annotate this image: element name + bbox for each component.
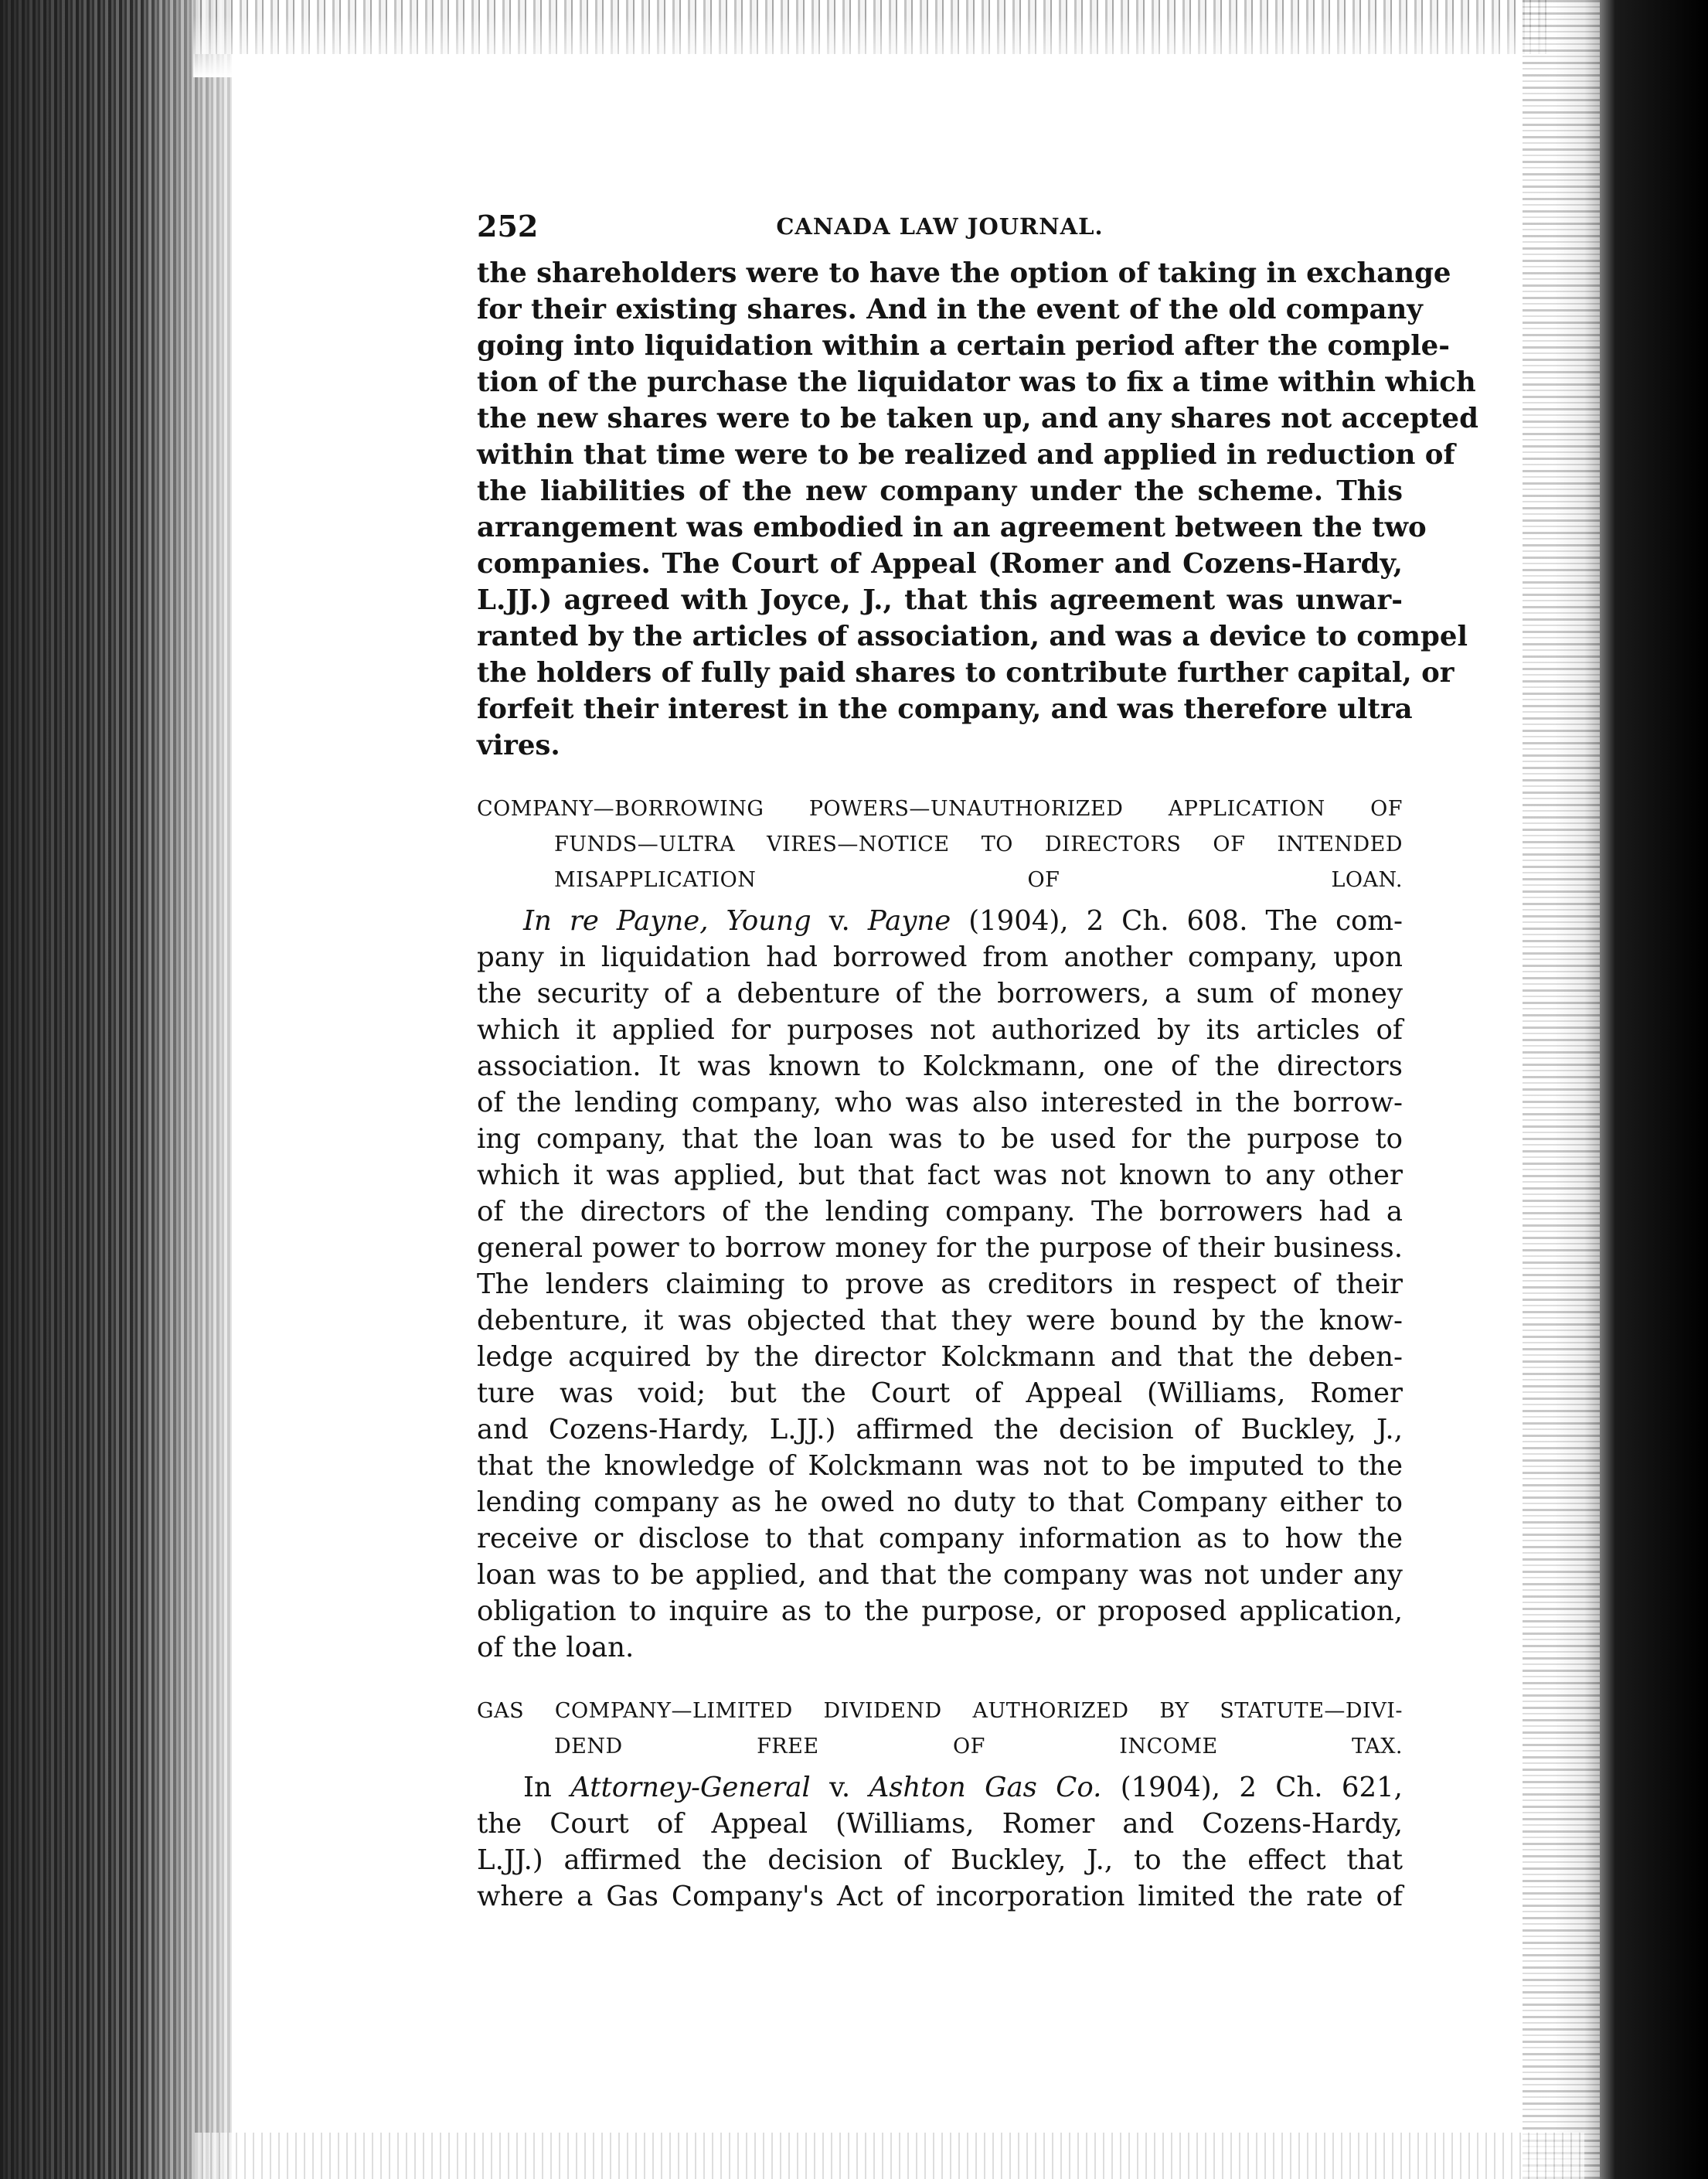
text-line: the liabilities of the new company under the scheme. This [477,475,1403,507]
case-name: In re Payne, Young [523,905,811,937]
text-line: ture was void; but the Court of Appeal (Williams, Romer [477,1377,1403,1409]
case-in: In [523,1772,552,1803]
text-line: lending company as he owed no duty to that Company either to [477,1486,1403,1518]
text-line: L.JJ.) agreed with Joyce, J., that this agreement was unwar- [477,584,1403,616]
page-header [477,209,1403,255]
case-citation: (1904), 2 Ch. 608. The com- [968,905,1403,937]
continuation-paragraph [477,255,1478,764]
text-line: forfeit their interest in the company, and was therefore ultra [477,693,1413,725]
case-versus: v. [828,905,850,937]
text-line: of the directors of the lending company. The borrowers had a [477,1196,1403,1227]
scan-edge-bottom [193,2133,1584,2179]
heading-line: COMPANY—BORROWING POWERS—UNAUTHORIZED APPLICATION OF [477,797,1403,821]
text-line: The lenders claiming to prove as creditors in respect of their [477,1268,1403,1300]
scan-edge-left-fade [139,0,263,2179]
scan-edge-right-noise [1523,0,1600,2179]
text-line: where a Gas Company's Act of incorporation limited the rate of [477,1881,1403,1912]
text-line: the Court of Appeal (Williams, Romer and Cozens-Hardy, [477,1808,1403,1840]
heading-line: MISAPPLICATION OF LOAN. [554,868,1403,892]
text-line: the new shares were to be taken up, and any shares not accepted [477,403,1478,434]
case-party: Payne [867,905,951,937]
text-line: debenture, it was objected that they were bound by the know- [477,1305,1403,1336]
heading-line: FUNDS—ULTRA VIRES—NOTICE TO DIRECTORS OF INTENDED [554,832,1403,856]
text-line: and Cozens-Hardy, L.JJ.) affirmed the decision of Buckley, J., [477,1414,1403,1445]
text-line: receive or disclose to that company information as to how the [477,1523,1403,1554]
case-paragraph-ashton-gas [477,1769,1403,1915]
text-line: ledge acquired by the director Kolckmann and that the deben- [477,1341,1403,1373]
section-heading-company-borrowing [477,792,1403,898]
case-citation-line [477,903,1403,939]
text-line: ranted by the articles of association, and was a device to compel [477,621,1468,652]
text-line: the security of a debenture of the borrowers, a sum of money [477,978,1403,1009]
text-line: within that time were to be realized and applied in reduction of [477,439,1455,471]
journal-title: CANADA LAW JOURNAL. [776,213,1104,240]
text-line: which it was applied, but that fact was not known to any other [477,1159,1403,1191]
text-line: of the loan. [477,1632,635,1663]
text-line: companies. The Court of Appeal (Romer and Cozens-Hardy, [477,548,1403,580]
section-heading-gas-company [477,1694,1403,1765]
text-line: the shareholders were to have the option of taking in exchange [477,257,1451,289]
text-line: L.JJ.) affirmed the decision of Buckley, J., to the effect that [477,1844,1403,1876]
case-citation-line [477,1769,1403,1806]
text-line: of the lending company, who was also interested in the borrow- [477,1087,1403,1118]
text-line: loan was to be applied, and that the company was not under any [477,1559,1403,1591]
heading-line: DEND FREE OF INCOME TAX. [554,1735,1403,1759]
case-party: Ashton Gas Co. [869,1772,1102,1803]
text-line: ing company, that the loan was to be used for the purpose to [477,1123,1403,1155]
scan-edge-top-fade [193,15,1584,77]
text-line: vires. [477,730,560,761]
text-line: association. It was known to Kolckmann, one of the directors [477,1050,1403,1082]
text-line: the holders of fully paid shares to contribute further capital, or [477,657,1455,689]
text-line: obligation to inquire as to the purpose, or proposed application, [477,1595,1403,1627]
text-line: arrangement was embodied in an agreement between the two [477,512,1427,543]
page-number: 252 [477,209,539,243]
heading-line: GAS COMPANY—LIMITED DIVIDEND AUTHORIZED BY STATUTE—DIVI- [477,1699,1403,1723]
text-line: that the knowledge of Kolckmann was not to be imputed to the [477,1450,1403,1482]
journal-page [477,209,1478,1915]
case-paragraph-payne [477,903,1403,1666]
case-versus: v. [829,1772,851,1803]
text-line: tion of the purchase the liquidator was to fix a time within which [477,366,1476,398]
text-line: going into liquidation within a certain period after the comple- [477,330,1451,362]
text-line: pany in liquidation had borrowed from another company, upon [477,941,1403,973]
case-name: Attorney-General [570,1772,811,1803]
text-line: general power to borrow money for the purpose of their business. [477,1232,1403,1264]
text-line: for their existing shares. And in the event of the old company [477,294,1423,325]
case-citation: (1904), 2 Ch. 621, [1120,1772,1403,1803]
text-line: which it applied for purposes not authorized by its articles of [477,1014,1403,1046]
